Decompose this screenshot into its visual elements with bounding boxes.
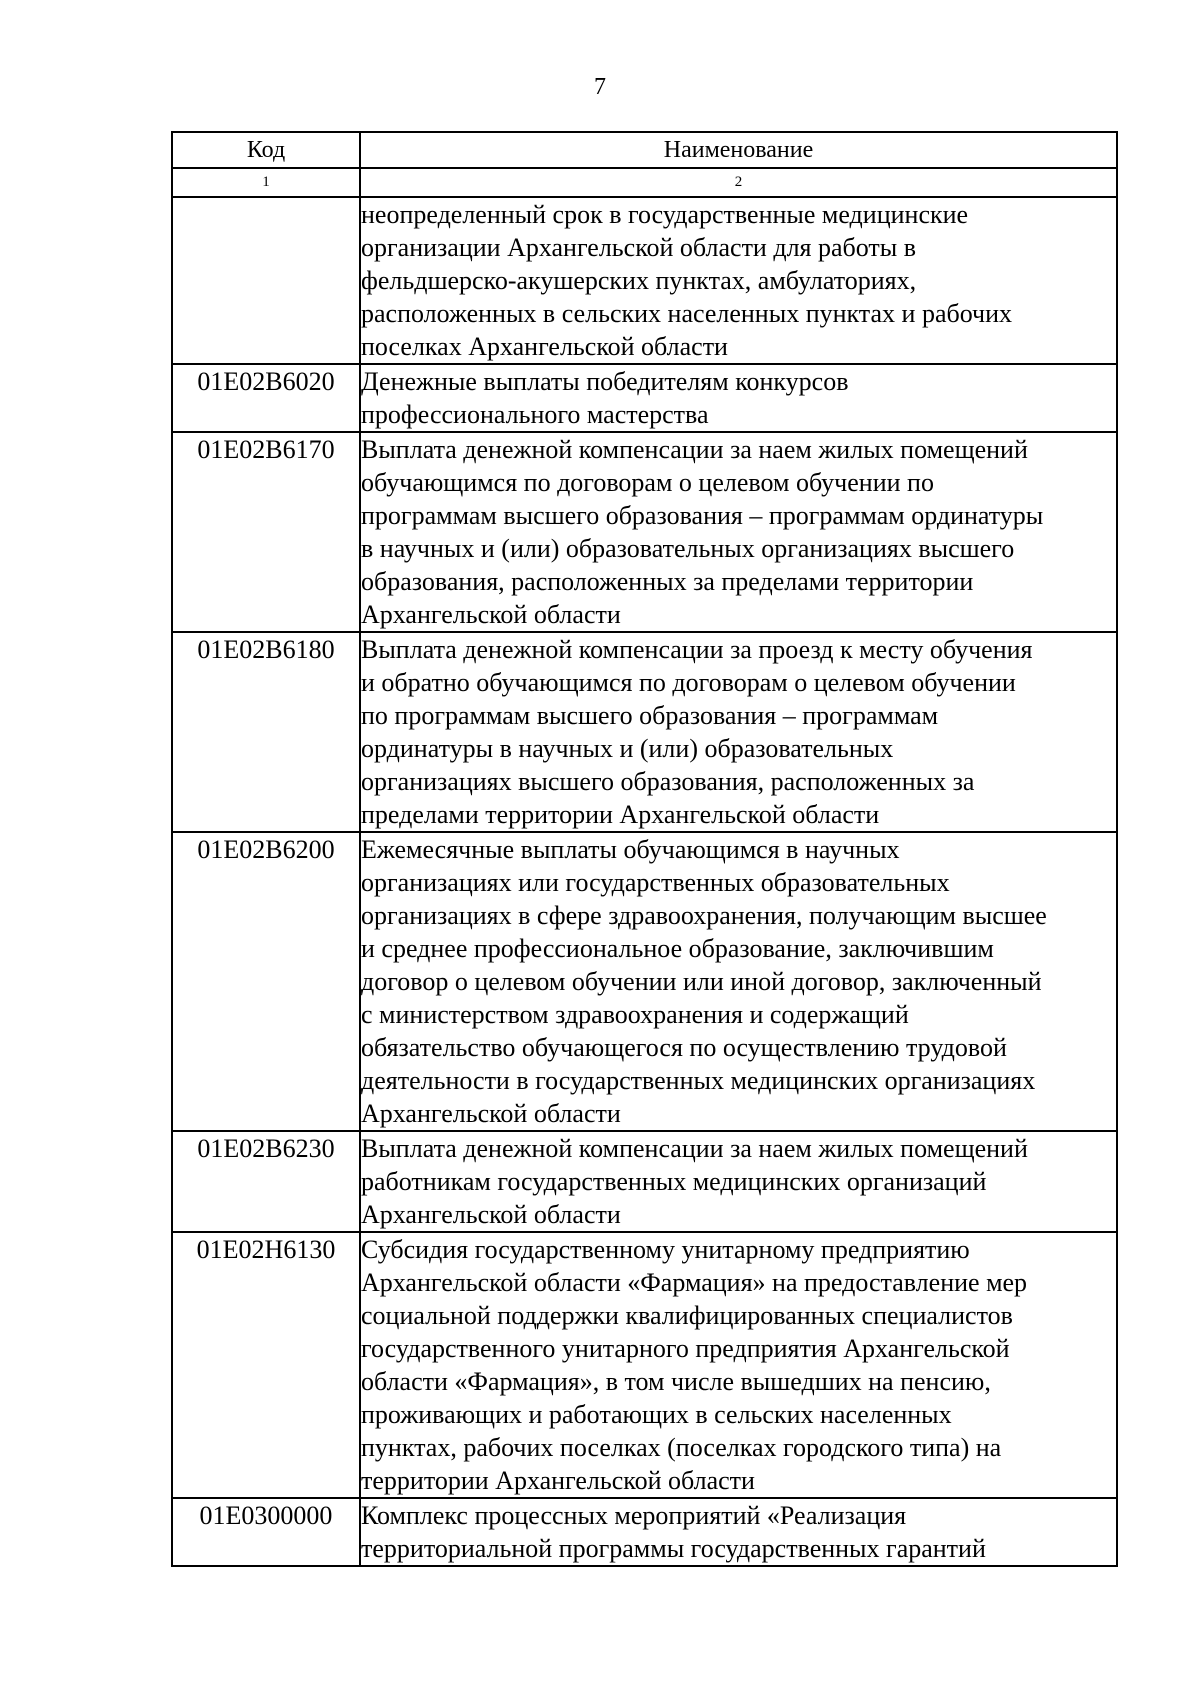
table-body bbox=[172, 197, 1117, 1566]
row-name-line: организациях высшего образования, расположенных за bbox=[361, 767, 975, 796]
row-name bbox=[360, 1232, 1117, 1498]
row-name-line: государственного унитарного предприятия Архангельской bbox=[361, 1334, 1010, 1363]
row-name-line: в научных и (или) образовательных организациях высшего bbox=[361, 534, 1015, 563]
row-name bbox=[360, 1131, 1117, 1232]
row-name-line: деятельности в государственных медицинских организациях bbox=[361, 1066, 1036, 1095]
row-name-line: социальной поддержки квалифицированных специалистов bbox=[361, 1301, 1013, 1330]
row-code bbox=[172, 197, 360, 364]
row-name-line: Ежемесячные выплаты обучающимся в научных bbox=[361, 835, 900, 864]
row-code: 01E02B6180 bbox=[172, 632, 360, 832]
row-name-line: и среднее профессиональное образование, заключившим bbox=[361, 934, 994, 963]
row-name-line: Выплата денежной компенсации за наем жилых помещений bbox=[361, 1134, 1028, 1163]
row-name-line: проживающих и работающих в сельских населенных bbox=[361, 1400, 952, 1429]
budget-codes-table bbox=[171, 131, 1118, 1567]
row-name-line: Архангельской области bbox=[361, 1099, 621, 1128]
row-code: 01E02H6130 bbox=[172, 1232, 360, 1498]
row-name-line: фельдшерско-акушерских пунктах, амбулаториях, bbox=[361, 266, 917, 295]
row-name-line: территории Архангельской области bbox=[361, 1466, 755, 1495]
row-name-line: работникам государственных медицинских организаций bbox=[361, 1167, 987, 1196]
row-name-line: с министерством здравоохранения и содержащий bbox=[361, 1000, 909, 1029]
page-number: 7 bbox=[594, 74, 606, 100]
row-name-line: неопределенный срок в государственные медицинские bbox=[361, 200, 969, 229]
row-name-line: поселках Архангельской области bbox=[361, 332, 728, 361]
row-name-line: расположенных в сельских населенных пунктах и рабочих bbox=[361, 299, 1013, 328]
row-name-line: Архангельской области bbox=[361, 600, 621, 629]
row-name-line: образования, расположенных за пределами территории bbox=[361, 567, 974, 596]
row-name-line: пунктах, рабочих поселках (поселках городского типа) на bbox=[361, 1433, 1002, 1462]
row-code: 01E02B6170 bbox=[172, 432, 360, 632]
column-number-name: 2 bbox=[360, 168, 1117, 197]
header-code: Код bbox=[172, 132, 360, 168]
row-name-line: ординатуры в научных и (или) образовательных bbox=[361, 734, 894, 763]
row-name bbox=[360, 632, 1117, 832]
row-name bbox=[360, 832, 1117, 1131]
row-name-line: Архангельской области «Фармация» на предоставление мер bbox=[361, 1268, 1028, 1297]
table-row bbox=[172, 1498, 1117, 1566]
table-header-row bbox=[172, 132, 1117, 168]
row-code: 01E02B6020 bbox=[172, 364, 360, 432]
header-name: Наименование bbox=[360, 132, 1117, 168]
row-name-line: организациях или государственных образовательных bbox=[361, 868, 950, 897]
column-number-code: 1 bbox=[172, 168, 360, 197]
row-name-line: по программам высшего образования – программам bbox=[361, 701, 939, 730]
row-name-line: Денежные выплаты победителям конкурсов bbox=[361, 367, 849, 396]
table-row bbox=[172, 832, 1117, 1131]
row-name-line: обучающимся по договорам о целевом обучении по bbox=[361, 468, 934, 497]
row-name-line: Выплата денежной компенсации за наем жилых помещений bbox=[361, 435, 1028, 464]
row-name-line: Комплекс процессных мероприятий «Реализация bbox=[361, 1501, 907, 1530]
column-number-row bbox=[172, 168, 1117, 197]
row-name-line: обязательство обучающегося по осуществлению трудовой bbox=[361, 1033, 1007, 1062]
row-name bbox=[360, 197, 1117, 364]
table-row bbox=[172, 197, 1117, 364]
row-name-line: территориальной программы государственных гарантий bbox=[361, 1534, 986, 1563]
table-row bbox=[172, 364, 1117, 432]
row-name-line: Архангельской области bbox=[361, 1200, 621, 1229]
row-name-line: области «Фармация», в том числе вышедших на пенсию, bbox=[361, 1367, 991, 1396]
table-row bbox=[172, 1232, 1117, 1498]
row-name bbox=[360, 364, 1117, 432]
row-name-line: организации Архангельской области для работы в bbox=[361, 233, 917, 262]
row-name-line: пределами территории Архангельской области bbox=[361, 800, 880, 829]
row-name-line: профессионального мастерства bbox=[361, 400, 709, 429]
row-name bbox=[360, 432, 1117, 632]
row-name-line: Субсидия государственному унитарному предприятию bbox=[361, 1235, 970, 1264]
row-code: 01E02B6200 bbox=[172, 832, 360, 1131]
table-row bbox=[172, 432, 1117, 632]
row-code: 01E02B6230 bbox=[172, 1131, 360, 1232]
row-name-line: и обратно обучающимся по договорам о целевом обучении bbox=[361, 668, 1016, 697]
row-code: 01E0300000 bbox=[172, 1498, 360, 1566]
row-name-line: программам высшего образования – программам ординатуры bbox=[361, 501, 1044, 530]
table-row bbox=[172, 632, 1117, 832]
row-name-line: договор о целевом обучении или иной договор, заключенный bbox=[361, 967, 1042, 996]
row-name-line: Выплата денежной компенсации за проезд к месту обучения bbox=[361, 635, 1033, 664]
row-name-line: организациях в сфере здравоохранения, получающим высшее bbox=[361, 901, 1047, 930]
row-name bbox=[360, 1498, 1117, 1566]
table-row bbox=[172, 1131, 1117, 1232]
